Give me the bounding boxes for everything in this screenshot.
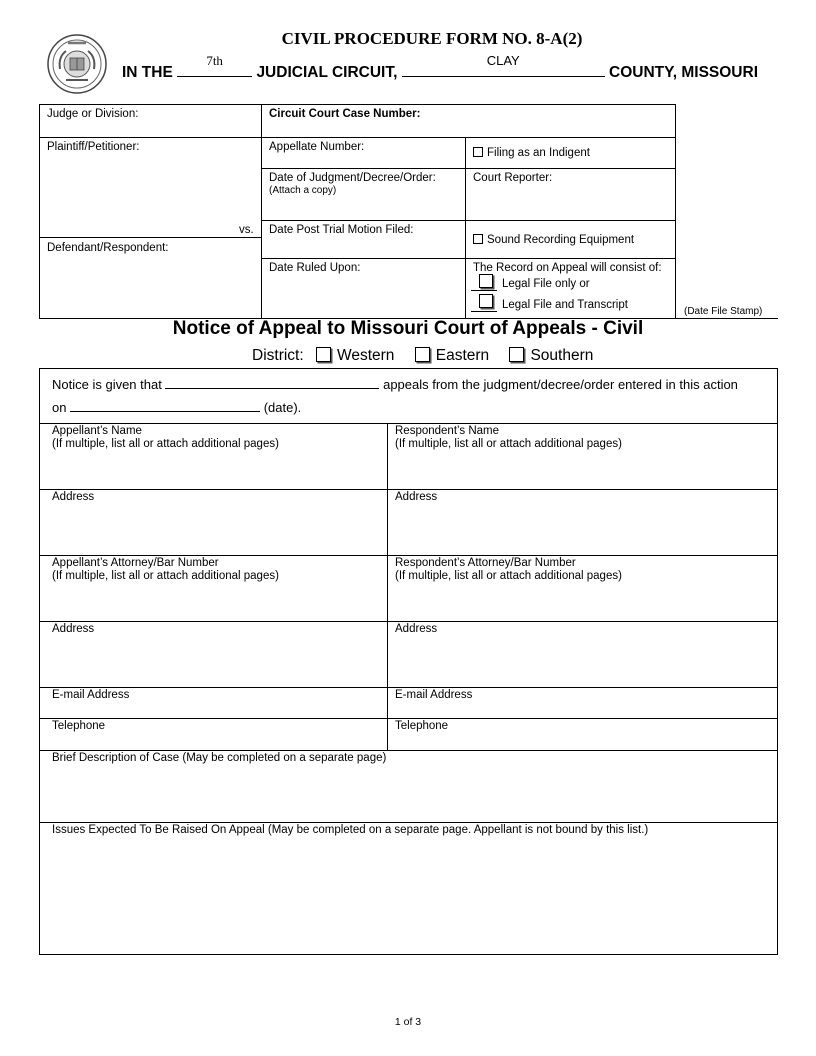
attach-copy-label: (Attach a copy) bbox=[269, 185, 337, 196]
notice-line2-prefix: on bbox=[52, 400, 67, 415]
notice-line2-suffix: (date). bbox=[263, 400, 302, 415]
district-southern-checkbox[interactable] bbox=[509, 347, 524, 362]
appellant-attorney-note: (If multiple, list all or attach additional pages) bbox=[52, 570, 279, 582]
notice-line-1 bbox=[52, 377, 738, 392]
sound-recording-option[interactable] bbox=[473, 234, 634, 246]
post-trial-label: Date Post Trial Motion Filed: bbox=[269, 224, 414, 236]
circuit-value: 7th bbox=[206, 53, 223, 68]
judgment-date-blank[interactable] bbox=[70, 400, 260, 412]
district-eastern-checkbox[interactable] bbox=[415, 347, 430, 362]
issues-label[interactable]: Issues Expected To Be Raised On Appeal (May be completed on a separate page. Appellant is not bound by this list.) bbox=[52, 824, 649, 836]
notice-title: Notice of Appeal to Missouri Court of Appeals - Civil bbox=[172, 318, 644, 339]
legal-file-transcript-label: Legal File and Transcript bbox=[502, 299, 628, 311]
page-number: 1 of 3 bbox=[394, 1016, 422, 1028]
district-southern-label: Southern bbox=[530, 347, 594, 364]
judge-label: Judge or Division: bbox=[47, 108, 139, 120]
appellant-attorney-label: Appellant’s Attorney/Bar Number bbox=[52, 557, 219, 569]
district-western-label: Western bbox=[336, 347, 395, 364]
indigent-checkbox[interactable] bbox=[473, 147, 483, 157]
appellant-attorney-cell[interactable] bbox=[52, 557, 279, 583]
judicial-circuit-label: JUDICIAL CIRCUIT, bbox=[256, 64, 398, 81]
respondent-attorney-label: Respondent’s Attorney/Bar Number bbox=[395, 557, 576, 569]
vs-label: vs. bbox=[239, 224, 254, 236]
appellant-attorney-address-label[interactable]: Address bbox=[52, 623, 95, 635]
court-line bbox=[122, 53, 758, 82]
respondent-attorney-address-label[interactable]: Address bbox=[395, 623, 438, 635]
district-western-checkbox[interactable] bbox=[316, 347, 331, 362]
respondent-name-cell[interactable] bbox=[395, 425, 622, 451]
notice-line-2 bbox=[52, 400, 301, 415]
brief-description-label[interactable]: Brief Description of Case (May be completed on a separate page) bbox=[52, 752, 387, 764]
date-file-stamp-label: (Date File Stamp) bbox=[684, 306, 763, 317]
respondent-telephone-label[interactable]: Telephone bbox=[395, 720, 449, 732]
indigent-option[interactable] bbox=[473, 147, 590, 159]
appellant-telephone-label[interactable]: Telephone bbox=[52, 720, 106, 732]
legal-file-transcript-checkbox[interactable] bbox=[479, 294, 493, 308]
respondent-attorney-cell[interactable] bbox=[395, 557, 622, 583]
appellate-number-label: Appellate Number: bbox=[269, 141, 365, 153]
legal-file-only-option[interactable] bbox=[471, 274, 497, 291]
in-the-label: IN THE bbox=[122, 64, 173, 81]
judgment-date-label: Date of Judgment/Decree/Order: bbox=[269, 172, 436, 184]
court-reporter-label: Court Reporter: bbox=[473, 172, 553, 184]
district-eastern-label: Eastern bbox=[435, 347, 490, 364]
legal-file-transcript-option[interactable] bbox=[471, 294, 497, 312]
legal-file-only-checkbox[interactable] bbox=[479, 274, 493, 288]
respondent-name-label: Respondent’s Name bbox=[395, 425, 499, 437]
date-ruled-label: Date Ruled Upon: bbox=[269, 262, 361, 274]
county-value: CLAY bbox=[486, 53, 520, 68]
county-missouri-label: COUNTY, MISSOURI bbox=[609, 64, 758, 81]
plaintiff-label: Plaintiff/Petitioner: bbox=[47, 141, 140, 153]
appellant-address-label[interactable]: Address bbox=[52, 491, 95, 503]
respondent-email-label[interactable]: E-mail Address bbox=[395, 689, 473, 701]
case-number-label: Circuit Court Case Number: bbox=[269, 108, 421, 120]
form-title: CIVIL PROCEDURE FORM NO. 8-A(2) bbox=[281, 29, 583, 48]
respondent-multiple-note: (If multiple, list all or attach additional pages) bbox=[395, 438, 622, 450]
district-selector bbox=[252, 347, 609, 365]
appellant-email-label[interactable]: E-mail Address bbox=[52, 689, 130, 701]
notice-line1-suffix: appeals from the judgment/decree/order entered in this action bbox=[383, 377, 738, 392]
district-label: District: bbox=[252, 347, 304, 364]
sound-recording-label: Sound Recording Equipment bbox=[487, 234, 635, 246]
notice-line1-prefix: Notice is given that bbox=[52, 377, 162, 392]
indigent-label: Filing as an Indigent bbox=[487, 147, 590, 159]
county-field[interactable] bbox=[402, 53, 605, 77]
appellant-name-label: Appellant’s Name bbox=[52, 425, 142, 437]
defendant-label: Defendant/Respondent: bbox=[47, 242, 169, 254]
circuit-field[interactable] bbox=[177, 53, 252, 77]
record-label: The Record on Appeal will consist of: bbox=[473, 262, 662, 274]
appellant-name-cell[interactable] bbox=[52, 425, 279, 451]
appellant-name-blank[interactable] bbox=[165, 377, 379, 389]
respondent-address-label[interactable]: Address bbox=[395, 491, 438, 503]
sound-recording-checkbox[interactable] bbox=[473, 234, 483, 244]
respondent-attorney-note: (If multiple, list all or attach additional pages) bbox=[395, 570, 622, 582]
appellant-multiple-note: (If multiple, list all or attach additional pages) bbox=[52, 438, 279, 450]
legal-file-only-label: Legal File only or bbox=[502, 278, 590, 290]
appeal-form-box bbox=[39, 368, 778, 955]
